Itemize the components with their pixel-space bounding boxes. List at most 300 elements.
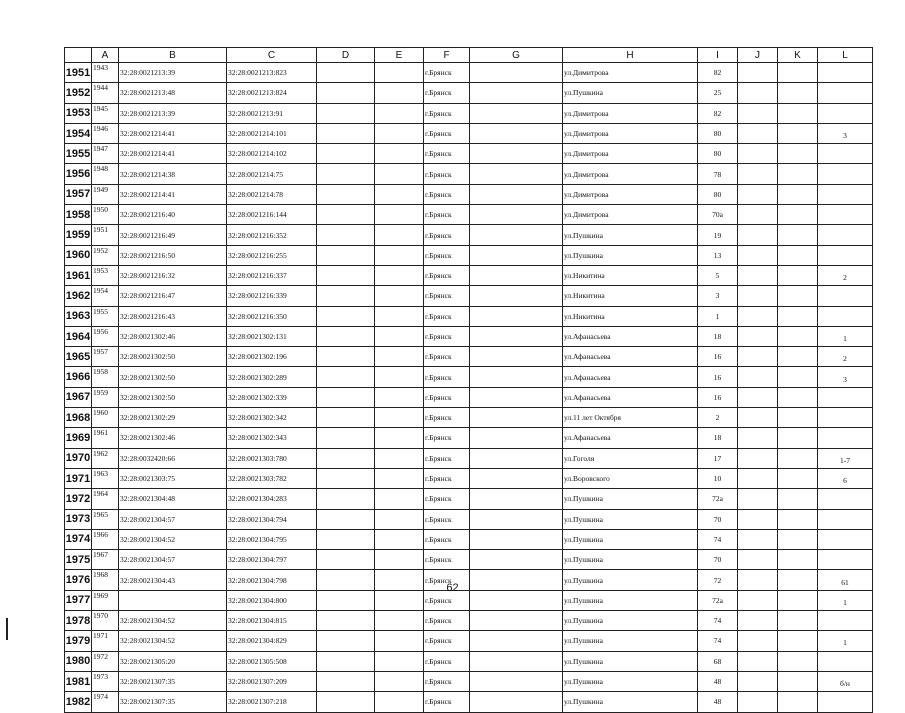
cell-k[interactable] (778, 205, 818, 225)
cell-g[interactable] (470, 265, 563, 285)
cell-a[interactable] (92, 489, 119, 509)
cell-h[interactable]: ул.Димитрова (563, 63, 698, 83)
cell-f[interactable]: г.Брянск (424, 205, 470, 225)
cell-l[interactable]: 1 (818, 326, 873, 346)
cell-l[interactable] (818, 63, 873, 83)
cell-i[interactable]: 18 (698, 326, 738, 346)
cell-i[interactable]: 78 (698, 164, 738, 184)
cell-f[interactable]: г.Брянск (424, 468, 470, 488)
row-header[interactable]: 1958 (65, 205, 92, 225)
cell-g[interactable] (470, 103, 563, 123)
cell-c[interactable]: 32:28:0021304:797 (227, 550, 317, 570)
cell-f[interactable]: г.Брянск (424, 651, 470, 671)
column-header-d[interactable]: D (317, 48, 375, 63)
cell-f[interactable]: г.Брянск (424, 123, 470, 143)
cell-h[interactable]: ул.Пушкина (563, 83, 698, 103)
cell-l[interactable] (818, 509, 873, 529)
cell-g[interactable] (470, 550, 563, 570)
cell-c[interactable]: 32:28:0021304:829 (227, 631, 317, 651)
cell-j[interactable] (738, 286, 778, 306)
cell-i[interactable]: 48 (698, 692, 738, 712)
cell-h[interactable]: ул.Пушкина (563, 225, 698, 245)
row-header[interactable]: 1979 (65, 631, 92, 651)
column-header-g[interactable]: G (470, 48, 563, 63)
cell-h[interactable]: ул.Димитрова (563, 164, 698, 184)
cell-d[interactable] (317, 408, 375, 428)
cell-h[interactable]: ул.Димитрова (563, 123, 698, 143)
cell-f[interactable]: г.Брянск (424, 408, 470, 428)
cell-j[interactable] (738, 468, 778, 488)
cell-g[interactable] (470, 306, 563, 326)
cell-k[interactable] (778, 103, 818, 123)
cell-h[interactable]: ул.Пушкина (563, 631, 698, 651)
row-header[interactable]: 1976 (65, 570, 92, 590)
cell-f[interactable]: г.Брянск (424, 306, 470, 326)
cell-c[interactable]: 32:28:0021213:91 (227, 103, 317, 123)
cell-k[interactable] (778, 611, 818, 631)
cell-k[interactable] (778, 448, 818, 468)
cell-d[interactable] (317, 631, 375, 651)
cell-h[interactable]: ул.Пушкина (563, 692, 698, 712)
cell-e[interactable] (375, 245, 424, 265)
row-header[interactable]: 1981 (65, 671, 92, 691)
cell-g[interactable] (470, 387, 563, 407)
cell-j[interactable] (738, 692, 778, 712)
row-header[interactable]: 1973 (65, 509, 92, 529)
cell-c[interactable]: 32:28:0021213:823 (227, 63, 317, 83)
row-header[interactable]: 1975 (65, 550, 92, 570)
cell-e[interactable] (375, 103, 424, 123)
cell-h[interactable]: ул.Афанасьева (563, 367, 698, 387)
cell-e[interactable] (375, 164, 424, 184)
cell-l[interactable] (818, 144, 873, 164)
cell-b[interactable]: 32:28:0021302:50 (119, 367, 227, 387)
cell-d[interactable] (317, 367, 375, 387)
cell-d[interactable] (317, 692, 375, 712)
cell-c[interactable]: 32:28:0021216:144 (227, 205, 317, 225)
cell-j[interactable] (738, 164, 778, 184)
cell-g[interactable] (470, 164, 563, 184)
cell-c[interactable]: 32:28:0021302:196 (227, 347, 317, 367)
cell-c[interactable]: 32:28:0021304:800 (227, 590, 317, 610)
cell-a[interactable] (92, 144, 119, 164)
cell-k[interactable] (778, 164, 818, 184)
cell-d[interactable] (317, 550, 375, 570)
cell-h[interactable]: ул.Пушкина (563, 651, 698, 671)
cell-e[interactable] (375, 529, 424, 549)
cell-j[interactable] (738, 611, 778, 631)
cell-f[interactable]: г.Брянск (424, 63, 470, 83)
row-header[interactable]: 1952 (65, 83, 92, 103)
row-header[interactable]: 1961 (65, 265, 92, 285)
cell-b[interactable]: 32:28:0021307:35 (119, 692, 227, 712)
cell-a[interactable] (92, 83, 119, 103)
cell-b[interactable]: 32:28:0021216:49 (119, 225, 227, 245)
cell-f[interactable]: г.Брянск (424, 448, 470, 468)
cell-h[interactable]: ул.Димитрова (563, 103, 698, 123)
cell-e[interactable] (375, 286, 424, 306)
cell-a[interactable] (92, 286, 119, 306)
cell-j[interactable] (738, 326, 778, 346)
cell-a[interactable] (92, 651, 119, 671)
cell-i[interactable]: 72 (698, 570, 738, 590)
cell-l[interactable] (818, 611, 873, 631)
row-header[interactable]: 1967 (65, 387, 92, 407)
cell-l[interactable] (818, 83, 873, 103)
cell-b[interactable]: 32:28:0021303:75 (119, 468, 227, 488)
cell-b[interactable]: 32:28:0021214:41 (119, 184, 227, 204)
cell-f[interactable]: г.Брянск (424, 509, 470, 529)
cell-c[interactable]: 32:28:0021214:101 (227, 123, 317, 143)
cell-b[interactable]: 32:28:0021216:47 (119, 286, 227, 306)
cell-g[interactable] (470, 428, 563, 448)
cell-a[interactable] (92, 692, 119, 712)
cell-i[interactable]: 17 (698, 448, 738, 468)
row-header[interactable]: 1977 (65, 590, 92, 610)
cell-l[interactable]: 3 (818, 367, 873, 387)
cell-k[interactable] (778, 529, 818, 549)
cell-a[interactable] (92, 225, 119, 245)
cell-l[interactable] (818, 387, 873, 407)
cell-l[interactable] (818, 103, 873, 123)
cell-f[interactable]: г.Брянск (424, 611, 470, 631)
cell-h[interactable]: ул.Никитина (563, 306, 698, 326)
cell-a[interactable] (92, 509, 119, 529)
cell-f[interactable]: г.Брянск (424, 103, 470, 123)
cell-j[interactable] (738, 529, 778, 549)
cell-l[interactable]: 2 (818, 347, 873, 367)
cell-h[interactable]: ул.Димитрова (563, 205, 698, 225)
cell-h[interactable]: ул.Димитрова (563, 184, 698, 204)
column-header-f[interactable]: F (424, 48, 470, 63)
cell-i[interactable]: 10 (698, 468, 738, 488)
row-header[interactable]: 1974 (65, 529, 92, 549)
cell-g[interactable] (470, 205, 563, 225)
cell-i[interactable]: 16 (698, 367, 738, 387)
cell-g[interactable] (470, 225, 563, 245)
cell-k[interactable] (778, 489, 818, 509)
cell-i[interactable]: 48 (698, 671, 738, 691)
cell-a[interactable] (92, 306, 119, 326)
cell-e[interactable] (375, 326, 424, 346)
cell-e[interactable] (375, 83, 424, 103)
cell-k[interactable] (778, 63, 818, 83)
cell-j[interactable] (738, 489, 778, 509)
cell-a[interactable] (92, 550, 119, 570)
cell-h[interactable]: ул.Гоголя (563, 448, 698, 468)
cell-e[interactable] (375, 347, 424, 367)
cell-l[interactable]: 61 (818, 570, 873, 590)
cell-e[interactable] (375, 225, 424, 245)
cell-f[interactable]: г.Брянск (424, 489, 470, 509)
cell-b[interactable]: 32:28:0021304:43 (119, 570, 227, 590)
row-header[interactable]: 1960 (65, 245, 92, 265)
cell-b[interactable]: 32:28:0021304:52 (119, 611, 227, 631)
cell-b[interactable]: 32:28:0021213:48 (119, 83, 227, 103)
cell-c[interactable]: 32:28:0021216:350 (227, 306, 317, 326)
cell-g[interactable] (470, 144, 563, 164)
cell-k[interactable] (778, 286, 818, 306)
cell-c[interactable]: 32:28:0021304:283 (227, 489, 317, 509)
cell-l[interactable] (818, 529, 873, 549)
cell-i[interactable]: 2 (698, 408, 738, 428)
cell-e[interactable] (375, 671, 424, 691)
cell-l[interactable] (818, 651, 873, 671)
cell-e[interactable] (375, 184, 424, 204)
cell-a[interactable] (92, 347, 119, 367)
cell-c[interactable]: 32:28:0021302:289 (227, 367, 317, 387)
cell-c[interactable]: 32:28:0021305:508 (227, 651, 317, 671)
cell-l[interactable]: 3 (818, 123, 873, 143)
cell-d[interactable] (317, 468, 375, 488)
cell-c[interactable]: 32:28:0021302:131 (227, 326, 317, 346)
cell-l[interactable] (818, 245, 873, 265)
cell-l[interactable]: 6 (818, 468, 873, 488)
cell-e[interactable] (375, 448, 424, 468)
cell-f[interactable]: г.Брянск (424, 550, 470, 570)
cell-b[interactable]: 32:28:0021214:41 (119, 144, 227, 164)
cell-c[interactable]: 32:28:0021214:102 (227, 144, 317, 164)
cell-k[interactable] (778, 306, 818, 326)
cell-i[interactable]: 3 (698, 286, 738, 306)
cell-g[interactable] (470, 367, 563, 387)
cell-e[interactable] (375, 265, 424, 285)
cell-k[interactable] (778, 428, 818, 448)
cell-b[interactable]: 32:28:0021214:38 (119, 164, 227, 184)
cell-j[interactable] (738, 671, 778, 691)
cell-g[interactable] (470, 611, 563, 631)
cell-a[interactable] (92, 103, 119, 123)
cell-k[interactable] (778, 671, 818, 691)
cell-a[interactable] (92, 529, 119, 549)
cell-a[interactable] (92, 123, 119, 143)
cell-g[interactable] (470, 692, 563, 712)
cell-a[interactable] (92, 184, 119, 204)
cell-i[interactable]: 68 (698, 651, 738, 671)
cell-c[interactable]: 32:28:0021307:218 (227, 692, 317, 712)
cell-g[interactable] (470, 631, 563, 651)
cell-e[interactable] (375, 306, 424, 326)
cell-a[interactable] (92, 164, 119, 184)
cell-d[interactable] (317, 265, 375, 285)
cell-b[interactable]: 32:28:0021216:43 (119, 306, 227, 326)
cell-h[interactable]: ул.Димитрова (563, 144, 698, 164)
cell-d[interactable] (317, 651, 375, 671)
cell-f[interactable]: г.Брянск (424, 692, 470, 712)
cell-e[interactable] (375, 144, 424, 164)
row-header[interactable]: 1978 (65, 611, 92, 631)
cell-h[interactable]: ул.Воровского (563, 468, 698, 488)
cell-a[interactable] (92, 245, 119, 265)
cell-g[interactable] (470, 245, 563, 265)
cell-f[interactable]: г.Брянск (424, 326, 470, 346)
column-header-h[interactable]: H (563, 48, 698, 63)
cell-e[interactable] (375, 387, 424, 407)
cell-d[interactable] (317, 448, 375, 468)
cell-k[interactable] (778, 245, 818, 265)
cell-g[interactable] (470, 489, 563, 509)
cell-b[interactable]: 32:28:0021304:52 (119, 529, 227, 549)
cell-e[interactable] (375, 123, 424, 143)
cell-k[interactable] (778, 83, 818, 103)
cell-h[interactable]: ул.Пушкина (563, 570, 698, 590)
cell-i[interactable]: 74 (698, 529, 738, 549)
cell-c[interactable]: 32:28:0021307:209 (227, 671, 317, 691)
cell-g[interactable] (470, 286, 563, 306)
cell-g[interactable] (470, 83, 563, 103)
cell-k[interactable] (778, 692, 818, 712)
cell-e[interactable] (375, 408, 424, 428)
cell-i[interactable]: 82 (698, 63, 738, 83)
cell-i[interactable]: 72а (698, 489, 738, 509)
row-header[interactable]: 1956 (65, 164, 92, 184)
cell-j[interactable] (738, 367, 778, 387)
cell-h[interactable]: ул.Афанасьева (563, 326, 698, 346)
cell-k[interactable] (778, 225, 818, 245)
cell-d[interactable] (317, 347, 375, 367)
cell-j[interactable] (738, 387, 778, 407)
cell-g[interactable] (470, 326, 563, 346)
cell-e[interactable] (375, 550, 424, 570)
cell-k[interactable] (778, 550, 818, 570)
cell-a[interactable] (92, 265, 119, 285)
cell-l[interactable] (818, 164, 873, 184)
row-header[interactable]: 1957 (65, 184, 92, 204)
cell-d[interactable] (317, 286, 375, 306)
cell-k[interactable] (778, 123, 818, 143)
cell-c[interactable]: 32:28:0021216:255 (227, 245, 317, 265)
cell-e[interactable] (375, 489, 424, 509)
cell-a[interactable] (92, 326, 119, 346)
cell-i[interactable]: 80 (698, 184, 738, 204)
cell-i[interactable]: 70 (698, 550, 738, 570)
row-header[interactable]: 1971 (65, 468, 92, 488)
row-header[interactable]: 1970 (65, 448, 92, 468)
cell-d[interactable] (317, 326, 375, 346)
cell-i[interactable]: 25 (698, 83, 738, 103)
cell-e[interactable] (375, 63, 424, 83)
cell-h[interactable]: ул.11 лет Октября (563, 408, 698, 428)
cell-c[interactable]: 32:28:0021302:342 (227, 408, 317, 428)
cell-e[interactable] (375, 631, 424, 651)
cell-f[interactable]: г.Брянск (424, 144, 470, 164)
cell-f[interactable]: г.Брянск (424, 428, 470, 448)
cell-l[interactable] (818, 692, 873, 712)
cell-c[interactable]: 32:28:0021303:782 (227, 468, 317, 488)
cell-l[interactable]: б/н (818, 671, 873, 691)
cell-k[interactable] (778, 265, 818, 285)
cell-l[interactable]: 1 (818, 631, 873, 651)
cell-d[interactable] (317, 671, 375, 691)
cell-b[interactable]: 32:28:0021216:50 (119, 245, 227, 265)
cell-f[interactable]: г.Брянск (424, 529, 470, 549)
cell-i[interactable]: 80 (698, 144, 738, 164)
cell-h[interactable]: ул.Пушкина (563, 489, 698, 509)
cell-d[interactable] (317, 529, 375, 549)
cell-d[interactable] (317, 63, 375, 83)
row-header[interactable]: 1972 (65, 489, 92, 509)
cell-g[interactable] (470, 123, 563, 143)
cell-k[interactable] (778, 651, 818, 671)
cell-i[interactable]: 13 (698, 245, 738, 265)
cell-i[interactable]: 18 (698, 428, 738, 448)
cell-i[interactable]: 1 (698, 306, 738, 326)
cell-l[interactable] (818, 550, 873, 570)
cell-k[interactable] (778, 326, 818, 346)
cell-j[interactable] (738, 83, 778, 103)
cell-d[interactable] (317, 83, 375, 103)
cell-k[interactable] (778, 184, 818, 204)
cell-c[interactable]: 32:28:0021304:794 (227, 509, 317, 529)
cell-l[interactable] (818, 428, 873, 448)
cell-a[interactable] (92, 387, 119, 407)
cell-j[interactable] (738, 265, 778, 285)
cell-b[interactable]: 32:28:0021302:50 (119, 387, 227, 407)
row-header[interactable]: 1965 (65, 347, 92, 367)
cell-a[interactable] (92, 448, 119, 468)
cell-j[interactable] (738, 245, 778, 265)
cell-c[interactable]: 32:28:0021302:339 (227, 387, 317, 407)
cell-i[interactable]: 16 (698, 347, 738, 367)
cell-f[interactable]: г.Брянск (424, 225, 470, 245)
cell-f[interactable]: г.Брянск (424, 265, 470, 285)
row-header[interactable]: 1954 (65, 123, 92, 143)
cell-i[interactable]: 74 (698, 631, 738, 651)
cell-l[interactable]: 1-7 (818, 448, 873, 468)
cell-c[interactable]: 32:28:0021304:795 (227, 529, 317, 549)
cell-k[interactable] (778, 631, 818, 651)
cell-g[interactable] (470, 184, 563, 204)
cell-g[interactable] (470, 529, 563, 549)
cell-c[interactable]: 32:28:0021304:798 (227, 570, 317, 590)
cell-j[interactable] (738, 63, 778, 83)
cell-l[interactable] (818, 286, 873, 306)
cell-h[interactable]: ул.Пушкина (563, 550, 698, 570)
cell-a[interactable] (92, 631, 119, 651)
column-header-b[interactable]: B (119, 48, 227, 63)
cell-a[interactable] (92, 671, 119, 691)
cell-e[interactable] (375, 205, 424, 225)
cell-k[interactable] (778, 144, 818, 164)
cell-b[interactable]: 32:28:0021304:48 (119, 489, 227, 509)
cell-c[interactable]: 32:28:0021302:343 (227, 428, 317, 448)
cell-d[interactable] (317, 205, 375, 225)
cell-k[interactable] (778, 509, 818, 529)
cell-l[interactable] (818, 225, 873, 245)
cell-b[interactable]: 32:28:0021213:39 (119, 63, 227, 83)
cell-b[interactable]: 32:28:0021302:29 (119, 408, 227, 428)
cell-g[interactable] (470, 509, 563, 529)
cell-i[interactable]: 5 (698, 265, 738, 285)
column-header-i[interactable]: I (698, 48, 738, 63)
cell-j[interactable] (738, 347, 778, 367)
cell-d[interactable] (317, 428, 375, 448)
cell-l[interactable] (818, 205, 873, 225)
cell-d[interactable] (317, 164, 375, 184)
row-header[interactable]: 1963 (65, 306, 92, 326)
cell-a[interactable] (92, 611, 119, 631)
row-header[interactable]: 1968 (65, 408, 92, 428)
cell-b[interactable]: 32:28:0021304:57 (119, 550, 227, 570)
cell-h[interactable]: ул.Пушкина (563, 611, 698, 631)
cell-e[interactable] (375, 611, 424, 631)
cell-i[interactable]: 70а (698, 205, 738, 225)
cell-i[interactable]: 72а (698, 590, 738, 610)
cell-g[interactable] (470, 347, 563, 367)
cell-k[interactable] (778, 347, 818, 367)
row-header[interactable]: 1980 (65, 651, 92, 671)
cell-d[interactable] (317, 611, 375, 631)
